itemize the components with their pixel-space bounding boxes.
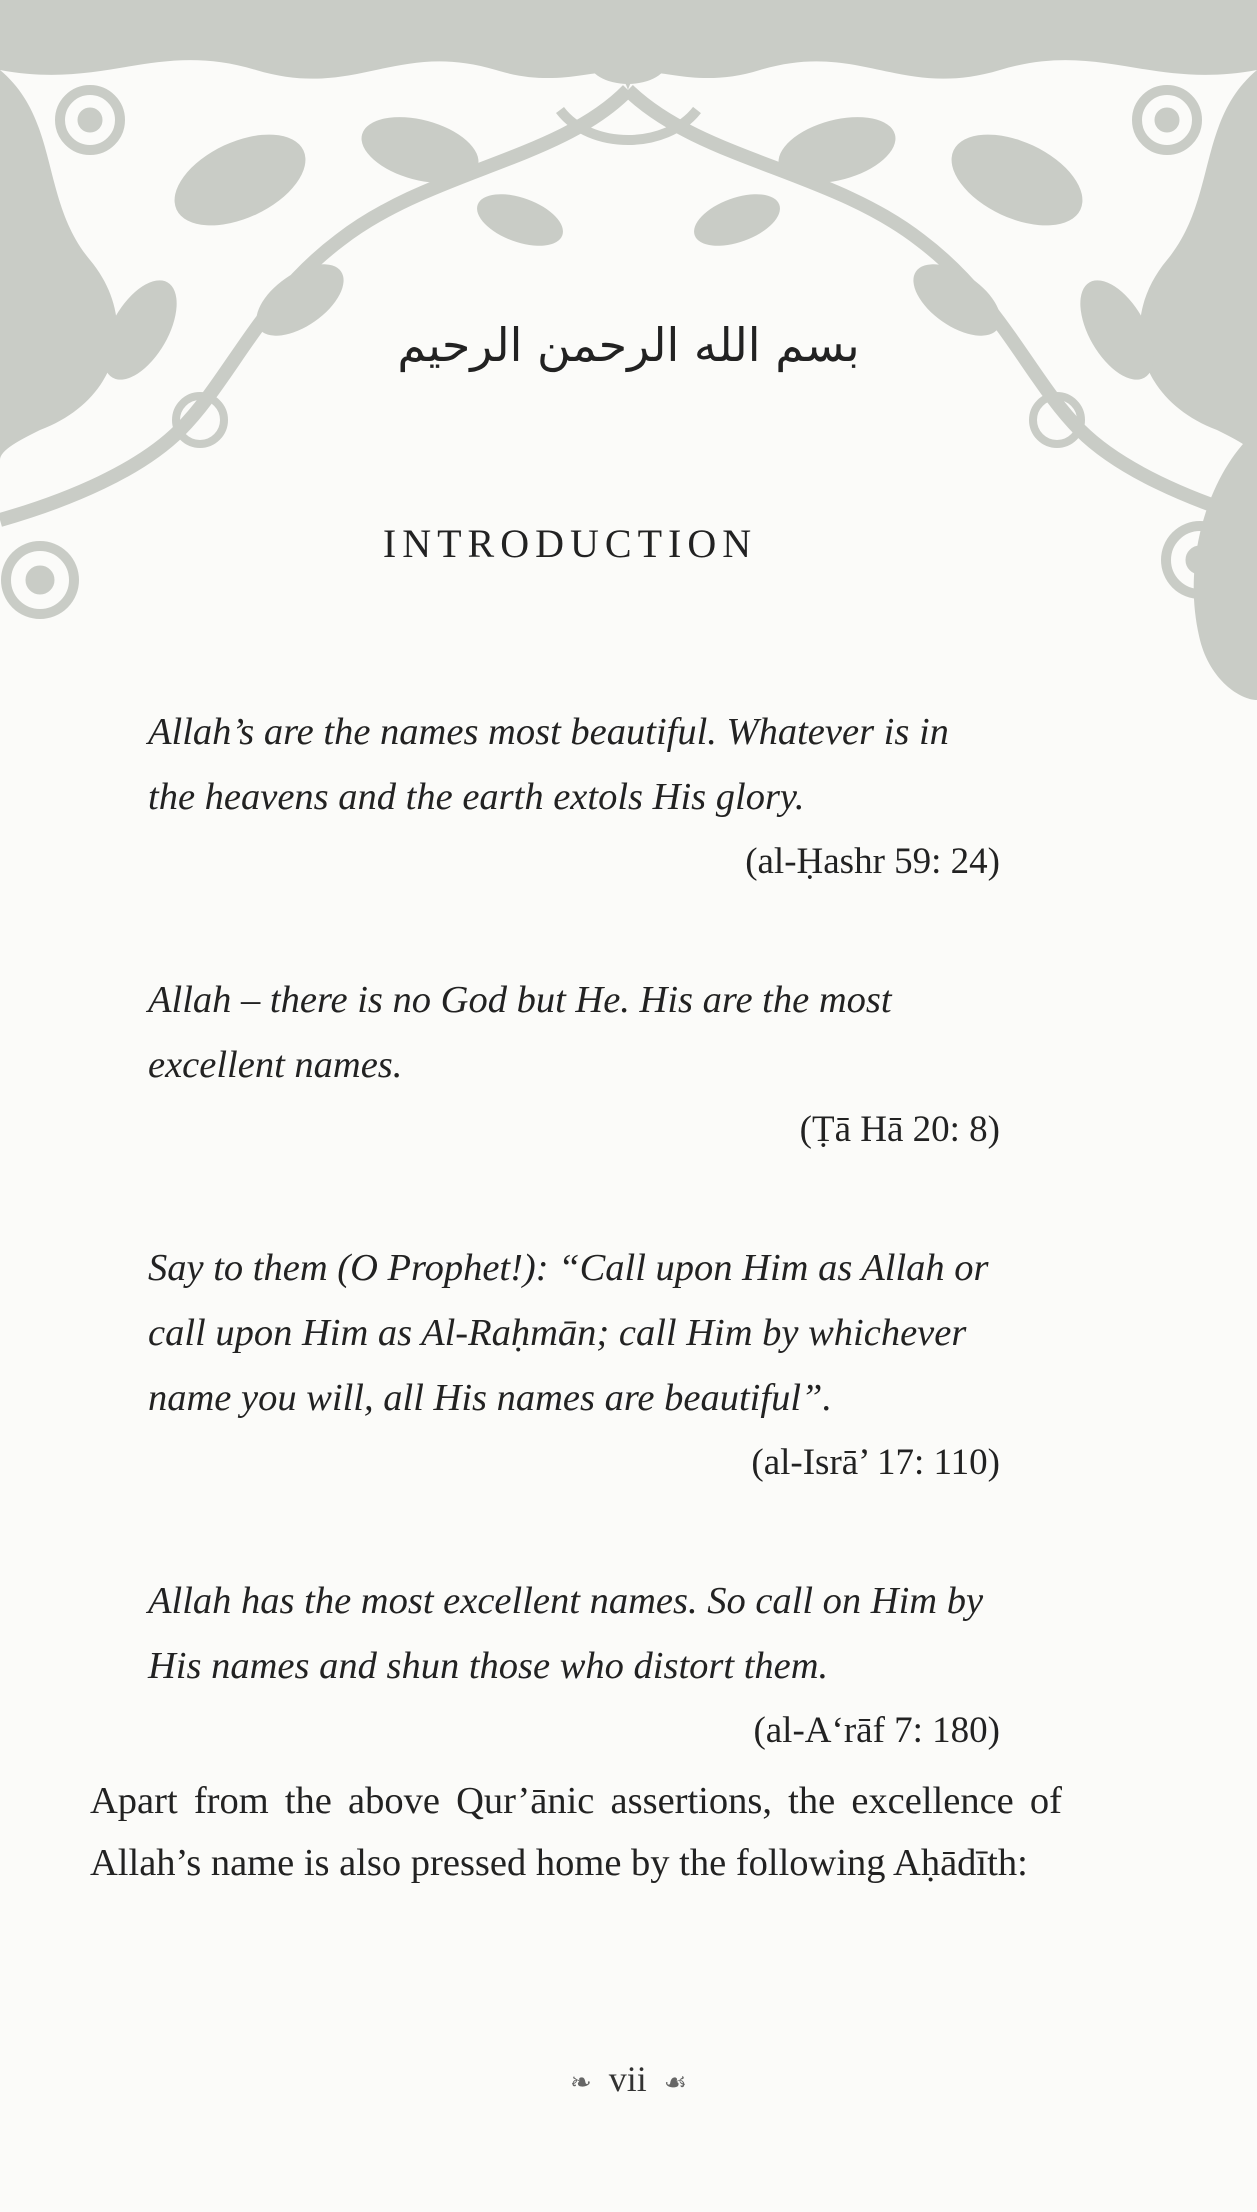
page-title: INTRODUCTION [382, 521, 758, 566]
body-paragraph: Apart from the above Qur’ānic assertions, the excellence of Allah’s name is also pressed home by the following Aḥādīth: [90, 1780, 1062, 1884]
quran-quotes [148, 700, 1000, 1837]
quote-reference: (Ṭā Hā 20: 8) [799, 1109, 1000, 1150]
quote-block [148, 1569, 1000, 1761]
quote-block [148, 700, 1000, 892]
quote-reference: (al-A‘rāf 7: 180) [753, 1710, 1000, 1751]
leaf-ornament-icon: ❧ [569, 2067, 592, 2097]
quote-block [148, 1236, 1000, 1493]
quote-reference: (al-Isrā’ 17: 110) [751, 1442, 1000, 1483]
quote-block [148, 968, 1000, 1160]
page-footer [0, 2058, 1257, 2100]
page-number: vii [608, 2059, 647, 2099]
quote-text: Say to them (O Prophet!): “Call upon Him as Allah or call upon Him as Al-Raḥmān; call Him by whichever name you will, all His names are beautiful”. [148, 1247, 989, 1419]
bismillah-calligraphy: بسم الله الرحمن الرحيم [397, 318, 860, 372]
quote-reference: (al-Ḥashr 59: 24) [745, 841, 1000, 882]
quote-text: Allah – there is no God but He. His are the most excellent names. [148, 979, 892, 1086]
leaf-ornament-icon: ☙ [663, 2067, 688, 2097]
quote-text: Allah has the most excellent names. So call on Him by His names and shun those who distort them. [148, 1580, 984, 1687]
quote-text: Allah’s are the names most beautiful. Whatever is in the heavens and the earth extols His glory. [148, 711, 949, 818]
